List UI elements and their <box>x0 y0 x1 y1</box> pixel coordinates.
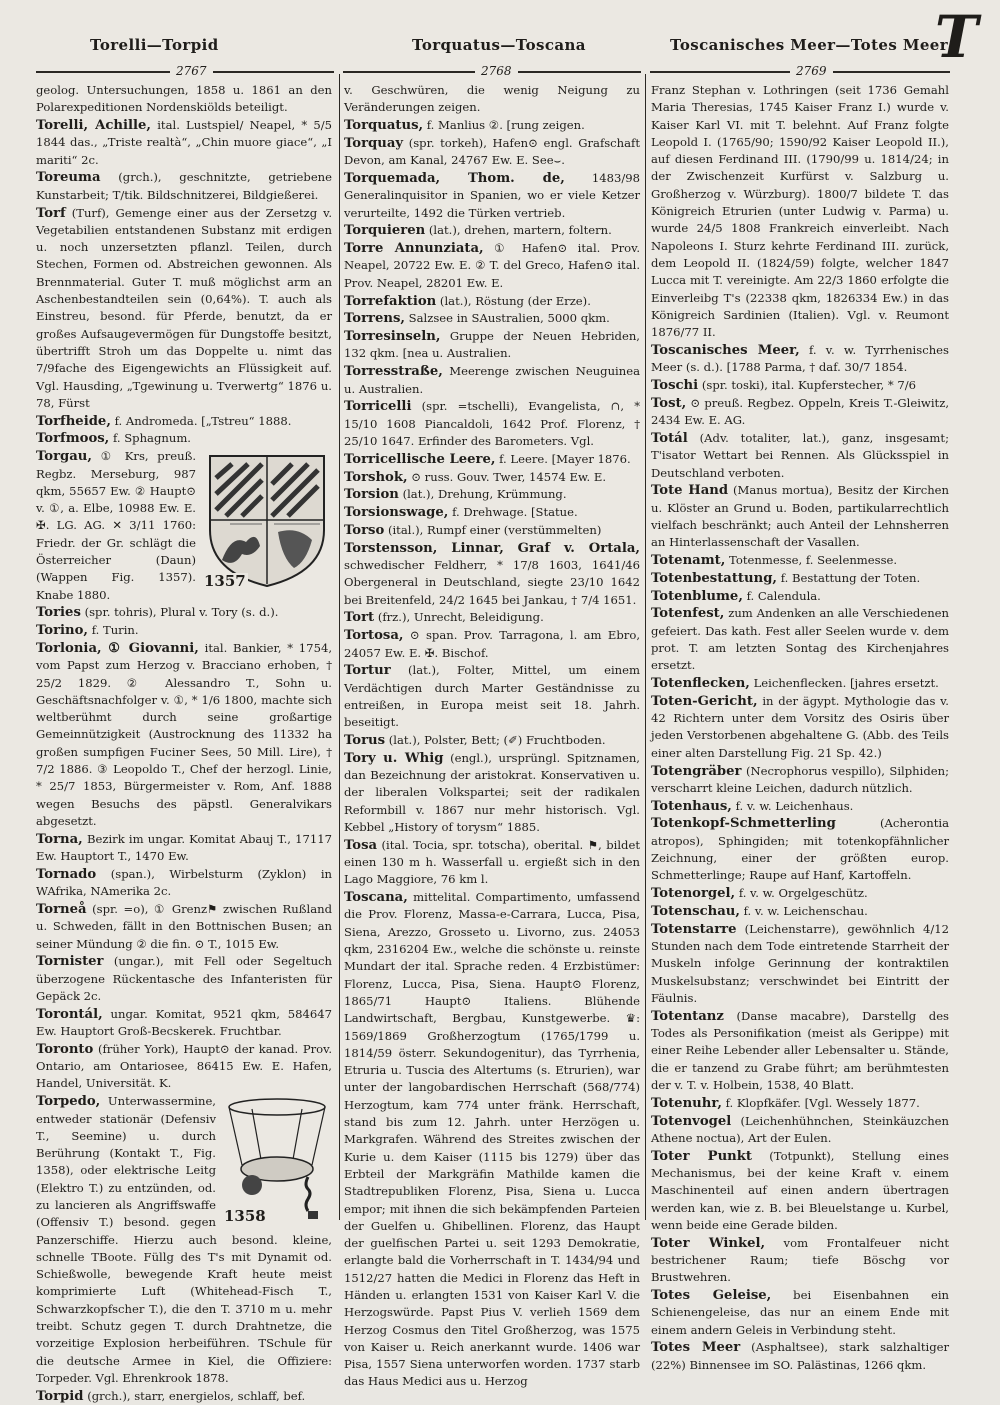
dictionary-entry <box>36 866 332 901</box>
entry-text: ⊙ preuß. Regbez. Oppeln, Kreis T.-Gleiwitz, 2434 Ew. E. AG. <box>651 395 950 428</box>
entry-text: ungar. Komitat, 9521 qkm, 584647 Ew. Hauptort Groß-Becskerek. Fruchtbar. <box>36 1006 332 1039</box>
dictionary-entry <box>344 170 640 222</box>
entry-text: (ungar.), mit Fell oder Segeltuch überzogene Rückentasche des Infanteristen für Gepäck 2c. <box>36 954 333 1003</box>
entry-text: (Turf), Gemenge einer aus der Zersetzg v. Vegetabilien entstandenen Substanz mit erdigen u. noch unzersetzten pflanzl. Teilen, durch Stechen, Formen od. Abstreichen gewonnen. Als Brennmaterial. Guter T. muß möglichst arm an Aschenbestandteilen sein (0,64%). T. auch als Einstreu, besond. für Pferde, benutzt, da er großes Aufsaugevermögen für Dungstoffe besitzt, übertrifft Stroh um das Doppelte u. nimt das 7/9fache des Eigengewichts an Flüssigkeit auf. Vgl. Hausding, „Tgewinung u. Tverwertg“ 1876 u. 78, Fürst <box>36 205 332 410</box>
entry-text: ⊙ span. Prov. Tarragona, l. am Ebro, 24057 Ew. E. ✠. Bischof. <box>344 628 641 660</box>
entry-headword: Totenschau, <box>651 903 740 919</box>
dictionary-entry <box>36 205 332 413</box>
entry-text: Unterwassermine, entweder stationär (Defensiv T., Seemine) u. durch Berührung (Kontakt T., Fig. 1358), oder elektrische Leitg (Elektro T.) zu entzünden, od. zu lancieren als Angriffswaffe (Offensiv T.) besond. gegen Panzerschiffe. Hierzu auch besond. kleine, schnelle TBoote. Füllg des T's mit Dynamit od. Schießwolle, bewegende Kraft heute meist komprimierte Luft (Whitehead-Fisch T., Schwarzkopfscher T.), die den T. 3710 m u. mehr treibt. Schutz gegen T. durch Drahtnetze, die vorzeitige Explosion herbeiführen. TSchule für die deutsche Armee in Kiel, die Offiziere: Torpeder. Vgl. Ehrenkrook 1878. <box>36 1094 332 1385</box>
dictionary-entry <box>36 831 332 866</box>
entry-headword: Totentanz <box>651 1008 724 1024</box>
dictionary-entry <box>344 486 640 503</box>
column-1-header: Torelli—Torpid <box>90 36 219 54</box>
dictionary-entry <box>651 675 949 692</box>
column-divider-2 <box>645 74 646 1220</box>
entry-text: (Adv. totaliter, lat.), ganz, insgesamt; T'isator Wettart bei Rennen. Als Glücksspiel in Deutschland verboten. <box>651 430 949 480</box>
entry-headword: Totenorgel, <box>651 886 736 902</box>
entry-text: f. v. w. Leichenhaus. <box>735 798 854 813</box>
entry-headword: Totes Geleise, <box>651 1287 772 1303</box>
entry-text: f. Andromeda. [„Tstreu“ 1888. <box>114 413 292 428</box>
entry-headword: Torfmoos, <box>36 431 110 447</box>
dictionary-entry <box>36 413 332 430</box>
section-letter: T <box>934 3 978 71</box>
dictionary-entry <box>344 135 640 170</box>
dictionary-entry <box>344 662 640 731</box>
dictionary-entry <box>36 622 332 639</box>
column-3-header: Toscanisches Meer—Totes Meer <box>670 36 949 54</box>
dictionary-entry <box>651 1095 949 1112</box>
column-2-header: Torquatus—Toscana <box>412 36 586 54</box>
dictionary-entry <box>36 604 332 621</box>
entry-headword: Tote Hand <box>651 483 729 499</box>
entry-headword: Totenflecken, <box>651 676 750 692</box>
column-2 <box>344 82 641 1389</box>
entry-text: f. Turin. <box>91 623 139 638</box>
entry-headword: Totenhaus, <box>651 798 732 814</box>
dictionary-entry <box>651 482 949 551</box>
entry-text: ① Hafen⊙ ital. Prov. Neapel, 20722 Ew. E. ② T. del Greco, Hafen⊙ ital. Prov. Neapel, 28201 Ew. E. <box>344 241 641 290</box>
dictionary-entry <box>344 837 640 889</box>
dictionary-entry <box>651 1287 949 1339</box>
torpedo-mine-icon <box>222 1095 332 1225</box>
entry-text: (Totpunkt), Stellung eines Mechanismus, bei der keine Kraft v. einem Maschinenteil auf einen andern übertragen werden kan, wie z. B. bei Bleuelstange u. Kurbel, wenn beide eine Gerade bilden. <box>651 1148 949 1232</box>
entry-headword: Tost, <box>651 395 687 411</box>
dictionary-entry <box>36 1041 332 1093</box>
dictionary-entry <box>344 328 640 363</box>
coat-of-arms-figure <box>202 450 332 590</box>
entry-text: Franz Stephan v. Lothringen (seit 1736 Gemahl Maria Theresias, 1745 Kaiser Franz I.) wurde v. Kaiser Karl VI. mit T. belehnt. Auf Franz folgte Leopold I. (1765/90; 1590/92 Kaiser Leopold II.), auf diesen Ferdinand III. (1790/99 u. 1814/24; in der Zwischenzeit Kurfürst v. Salzburg u. Großherzog v. Würzburg). 1800/7 bildete T. das Königreich Etrurien (unter Ludwig v. Parma) u. wurde 24/5 1808 Frankreich einverleibt. Nach Napoleons I. Sturz kehrte Ferdinand III. zurück, dem Leopold II. (1824/59) folgte, welcher 1847 Lucca mit T. vereinigte. Am 22/3 1860 erfolgte die Einverleibg T's (22338 qkm, 1826334 Ew.) in das Königreich Sardinien (Italien). Vgl. v. Reumont 1876/77 II. <box>651 83 949 340</box>
dictionary-entry <box>344 240 640 292</box>
entry-text: ① Krs, preuß. Regbz. Merseburg, 987 qkm, 55657 Ew. ② Haupt⊙ v. ①, a. Elbe, 10988 Ew. E. ✠. LG. AG. ✕ 3/11 1760: Friedr. der Gr. schlägt die Österreicher (Daun) (Wappen Fig. 1357). Knabe 1880. <box>36 449 196 602</box>
entry-headword: Torre Annunziata, <box>344 241 484 257</box>
entry-headword: Torino, <box>36 623 89 639</box>
dictionary-entry <box>651 377 949 394</box>
entry-headword: Torus <box>344 732 386 748</box>
entry-text: Salzsee in SAustralien, 5000 qkm. <box>408 311 610 326</box>
entry-text: (spr. toski), ital. Kupferstecher, * 7/6 <box>701 378 917 393</box>
entry-text: Meerenge zwischen Neuguinea u. Australien. <box>344 364 641 396</box>
entry-text: (engl.), ursprüngl. Spitznamen, dan Bezeichnung der aristokrat. Konservativen u. der liberalen Volkspartei; seit der radikalen Reformbill v. 1867 nur mehr historisch. Vgl. Kebbel „History of torysm“ 1885. <box>344 750 640 834</box>
dictionary-entry <box>344 889 640 1391</box>
entry-headword: Torsionswage, <box>344 505 449 521</box>
entry-text: (Danse macabre), Darstellg des Todes als Personifikation (meist als Gerippe) mit einer Reihe Lebender aller Lebensalter u. Stände, die er tanzend zu Grabe führt; am berühmtesten der v. T. v. Holbein, 1538, 40 Blatt. <box>651 1008 950 1092</box>
entry-text: (Necrophorus vespillo), Silphiden; verscharrt kleine Leichen, dadurch nützlich. <box>651 763 949 795</box>
dictionary-entry <box>651 570 949 587</box>
torpedo-figure <box>222 1095 332 1225</box>
entry-headword: Totenbestattung, <box>651 570 778 586</box>
dictionary-entry <box>651 395 949 430</box>
dictionary-entry <box>344 310 640 327</box>
dictionary-entry <box>651 82 949 341</box>
entry-text: f. v. w. Leichenschau. <box>743 903 868 918</box>
page-numbers <box>30 64 975 80</box>
entry-headword: Toschi <box>651 378 699 394</box>
running-headers <box>30 36 975 58</box>
entry-text: f. Manlius ②. [rung zeigen. <box>426 118 585 133</box>
entry-text: mittelital. Compartimento, umfassend die Prov. Florenz, Massa-e-Carrara, Lucca, Pisa, Siena, Arezzo, Grosseto u. Livorno, zus. 24053 qkm, 2316204 Ew., welche die schönste u. reinste Mundart der ital. Sprache reden. 4 Erzbistümer: Florenz, Lucca, Pisa, Siena. Haupt⊙ Florenz, 1865/71 Haupt⊙ Italiens. Blühende Landwirtschaft, Bergbau, Kunstgewerbe. ♛: 1569/1869 Großherzogtum (1765/1799 u. 1814/59 österr. Sekundogenitur), das Tyrrhenia, Etruria u. Tuscia des Altertums (s. Etrurien), war unter der langobardischen Herrschaft (568/774) Herzogtum, kam 774 unter fränk. Herrschaft, stand bis zum 12. Jahrh. unter Herzögen u. Markgrafen. Während des Streites zwischen der Kurie u. dem Kaiser (1115 bis 1279) über das Erbteil der Markgräfin Mathilde kamen die Stadtrepubliken Florenz, Pisa, Siena u. Lucca empor; mit ihnen die sich bekämpfenden Parteien der Guelfen u. Ghibellinen. Florenz, das Haupt der guelfischen Partei u. seit 1293 Demokratie, erlangte bald die Vorherrschaft in T. 1434/94 und 1512/27 hatten die Medici in Florenz das Heft in Händen u. erlangten 1531 von Kaiser Karl V. die Herzogswürde. Papst Pius V. verlieh 1569 dem Herzog Cosmus den Titel Großherzog, was 1575 von Kaiser u. Reich anerkannt wurde. 1406 war Pisa, 1557 Siena unterworfen worden. 1737 starb das Haus Medici aus u. Herzog <box>344 890 641 1389</box>
coat-of-arms-figure-number: 1357 <box>204 571 246 590</box>
entry-headword: Totes Meer <box>651 1340 741 1356</box>
dictionary-entry <box>36 953 332 1005</box>
entry-text: f. Bestattung der Toten. <box>780 570 921 585</box>
entry-text: v. Geschwüren, die wenig Neigung zu Veränderungen zeigen. <box>344 83 640 115</box>
dictionary-entry <box>651 693 949 762</box>
entry-headword: Torquatus, <box>344 118 424 134</box>
dictionary-entry <box>651 430 949 482</box>
entry-headword: Torricellische Leere, <box>344 451 496 467</box>
entry-headword: Tornado <box>36 866 97 882</box>
entry-text: (lat.), Röstung (der Erze). <box>439 293 591 308</box>
entry-headword: Totenfest, <box>651 606 725 622</box>
dictionary-entry <box>344 750 640 836</box>
dictionary-entry <box>651 1339 949 1374</box>
entry-headword: Totenamt, <box>651 553 726 569</box>
entry-headword: Tosa <box>344 837 378 853</box>
entry-headword: Torshok, <box>344 469 408 485</box>
entry-text: (grch.), geschnitzte, getriebene Kunstarbeit; T/tik. Bildschnitzerei, Bildgießerei. <box>36 170 333 202</box>
dictionary-entry <box>651 763 949 798</box>
dictionary-entry <box>651 1148 949 1234</box>
entry-text: (lat.), Folter, Mittel, um einem Verdächtigen durch Marter Geständnisse zu entreißen, in Europa meist seit 18. Jahrh. beseitigt. <box>344 663 640 730</box>
entry-headword: Tortosa, <box>344 628 404 644</box>
entry-text: (spr. =tschelli), Evangelista, ∩, * 15/10 1608 Piancaldoli, 1642 Prof. Florenz, † 25/10 1647. Erfinder des Barometers. Vgl. <box>344 399 641 448</box>
entry-text: (grch.), starr, energielos, schlaff, bef. <box>87 1388 306 1403</box>
entry-text: (span.), Wirbelsturm (Zyklon) in WAfrika, NAmerika 2c. <box>36 866 332 899</box>
entry-text: (lat.), Drehung, Krümmung. <box>402 487 567 502</box>
entry-headword: Tory u. Whig <box>344 750 444 766</box>
dictionary-entry <box>651 1113 949 1148</box>
entry-headword: Toter Winkel, <box>651 1235 766 1251</box>
dictionary-entry <box>344 627 640 662</box>
entry-text: Bezirk im ungar. Komitat Abauj T., 17117 Ew. Hauptort T., 1470 Ew. <box>36 831 333 864</box>
entry-headword: Torpid <box>36 1388 84 1404</box>
entry-text: ital. Bankier, * 1754, vom Papst zum Herzog v. Bracciano erhoben, † 25/2 1829. ② Alessandro T., Sohn u. Geschäftsnachfolger v. ①, * 1/6 1800, machte sich weltberühmt durch seine großartige Gemeinnützigkeit (Austrocknung des 11332 ha großen sumpfigen Fuciner Sees, 50 Mill. Lire), † 7/2 1886. ③ Leopoldo T., Chef der herzogl. Linie, * 25/7 1853, Bürgermeister v. Rom, Anf. 1888 wegen Besuchs des päpstl. Generalvikars abgesetzt. <box>36 641 333 828</box>
entry-headword: Toreuma <box>36 170 101 186</box>
entry-headword: Torneå <box>36 901 87 917</box>
entry-text: (ital.), Rumpf einer (verstümmelten) <box>387 522 602 537</box>
dictionary-entry <box>344 451 640 468</box>
dictionary-entry <box>651 588 949 605</box>
dictionary-entry <box>344 363 640 398</box>
entry-text: zum Andenken an alle Verschiedenen gefeiert. Das kath. Fest aller Seelen wurde v. dem prot. T. am letzten Sontag des Kirchenjahres ersetzt. <box>651 606 950 673</box>
entry-text: ⊙ russ. Gouv. Twer, 14574 Ew. E. <box>411 469 607 484</box>
dictionary-entry <box>36 640 332 830</box>
entry-text: (spr. tohris), Plural v. Tory (s. d.). <box>84 605 279 620</box>
dictionary-entry <box>344 540 640 609</box>
dictionary-entry <box>651 605 949 674</box>
dictionary-entry <box>651 1008 949 1094</box>
entry-text: (spr. =o), ① Grenz⚑ zwischen Rußland u. Schweden, fällt in den Bottnischen Busen; an seiner Mündung ② die fin. ⊙ T., 1015 Ew. <box>36 901 332 951</box>
entry-headword: Totenstarre <box>651 921 737 937</box>
entry-headword: Tories <box>36 605 81 621</box>
entry-text: (lat.), Polster, Bett; (✐) Fruchtboden. <box>388 732 606 747</box>
dictionary-entry <box>36 430 332 447</box>
entry-headword: Totenkopf-Schmetterling <box>651 816 836 832</box>
entry-headword: Torpedo, <box>36 1094 101 1110</box>
entry-headword: Torontál, <box>36 1006 103 1022</box>
dictionary-entry <box>36 117 332 169</box>
entry-headword: Torquieren <box>344 223 426 239</box>
page-number-2: 2768 <box>475 64 518 78</box>
dictionary-entry <box>344 222 640 239</box>
entry-text: schwedischer Feldherr, * 17/8 1603, 1641/46 Obergeneral in Deutschland, siegte 23/10 1642 bei Breitenfeld, 24/2 1645 bei Jankau, † 7/4 1651. <box>344 558 640 607</box>
dictionary-entry <box>36 82 332 117</box>
entry-headword: Torf <box>36 205 66 221</box>
dictionary-entry <box>651 342 949 377</box>
dictionary-entry <box>344 732 640 749</box>
entry-headword: Torlonia, ① Giovanni, <box>36 641 199 656</box>
entry-text: f. Leere. [Mayer 1876. <box>499 451 631 466</box>
dictionary-entry <box>344 522 640 539</box>
entry-headword: Torelli, Achille, <box>36 118 152 134</box>
entry-text: in der ägypt. Mythologie das v. 42 Richtern unter dem Vorsitz des Osiris über jeden Verstorbenen abgehaltene G. (Abb. des Teils einer alten Darstellung Fig. 21 Sp. 42.) <box>651 693 949 760</box>
dictionary-entry <box>651 815 949 884</box>
entry-headword: Torna, <box>36 831 83 847</box>
entry-headword: Totenuhr, <box>651 1095 722 1111</box>
entry-headword: Torstensson, Linnar, Graf v. Ortala, <box>344 540 640 556</box>
entry-headword: Toronto <box>36 1041 94 1057</box>
entry-headword: Tort <box>344 610 375 626</box>
entry-text: (früher York), Haupt⊙ der kanad. Prov. Ontario, am Ontariosee, 86415 Ew. E. Hafen, Handel, Universität. K. <box>36 1041 332 1091</box>
entry-headword: Totál <box>651 430 688 446</box>
dictionary-entry <box>651 552 949 569</box>
page-number-1: 2767 <box>170 64 213 78</box>
entry-text: (Manus mortua), Besitz der Kirchen u. Klöster an Grund u. Boden, partikularrechtlich vielfach beschränkt; auch Anteil der Lehnsherren an Hinterlassenschaft der Vasallen. <box>651 483 950 550</box>
entry-headword: Torsion <box>344 487 399 503</box>
page-number-3: 2769 <box>790 64 833 78</box>
entry-text: (Acherontia atropos), Sphingiden; mit totenkopfähnlicher Zeichnung, einer der größten europ. Schmetterlinge; Raupe auf Hanf, Kartoffeln. <box>651 816 949 883</box>
entry-headword: Torricelli <box>344 399 412 415</box>
dictionary-entry <box>344 398 640 450</box>
entry-text: (Leichenstarre), gewöhnlich 4/12 Stunden nach dem Tode eintretende Starrheit der Muskeln infolge Gerinnung der kontraktilen Muskelsubstanz; verschwindet bei Eintritt der Fäulnis. <box>651 921 950 1005</box>
entry-text: bei Eisenbahnen ein Schienengeleise, das nur an einem Ende mit einem andern Geleis in Verbindung steht. <box>651 1287 949 1337</box>
entry-text: (Leichenhühnchen, Steinkäuzchen Athene noctua), Art der Eulen. <box>651 1113 950 1145</box>
entry-headword: Toscanisches Meer, <box>651 342 800 358</box>
entry-headword: Totenvogel <box>651 1113 732 1129</box>
entry-headword: Torgau, <box>36 449 92 465</box>
entry-text: 1483/98 Generalinquisitor in Spanien, wo er viele Ketzer verurteilte, 1492 die Türken vertrieb. <box>344 170 641 220</box>
entry-text: (lat.), drehen, martern, foltern. <box>428 223 612 238</box>
dictionary-entry <box>344 82 640 117</box>
entry-text: f. Drehwage. [Statue. <box>452 505 578 520</box>
entry-text: (Asphaltsee), stark salzhaltiger (22%) Binnensee im SO. Palästinas, 1266 qkm. <box>651 1340 950 1372</box>
coat-of-arms-icon <box>202 450 332 590</box>
entry-headword: Tortur <box>344 663 391 679</box>
entry-headword: Tornister <box>36 954 104 970</box>
entry-headword: Toter Punkt <box>651 1148 752 1164</box>
entry-text: ital. Lustspiel/ Neapel, * 5/5 1844 das., „Triste realtà“, „Chin muore giace“, „I mariti“ 2c. <box>36 118 332 167</box>
entry-headword: Totengräber <box>651 763 742 779</box>
column-divider-1 <box>339 74 340 1220</box>
entry-headword: Torrefaktion <box>344 293 437 309</box>
dictionary-entry <box>344 504 640 521</box>
entry-headword: Torresinseln, <box>344 329 441 345</box>
dictionary-entry <box>651 798 949 815</box>
entry-headword: Totenblume, <box>651 588 743 604</box>
dictionary-entry <box>651 885 949 902</box>
dictionary-entry <box>651 903 949 920</box>
torpedo-figure-number: 1358 <box>224 1206 266 1225</box>
entry-headword: Toten-Gericht, <box>651 693 758 709</box>
entry-text: f. Sphagnum. <box>112 431 191 446</box>
dictionary-entry <box>36 901 332 953</box>
entry-headword: Torresstraße, <box>344 364 443 380</box>
dictionary-entry <box>651 1235 949 1287</box>
entry-text: (frz.), Unrecht, Beleidigung. <box>377 610 544 625</box>
entry-text: geolog. Untersuchungen, 1858 u. 1861 an den Polarexpeditionen Nordenskiölds beteiligt. <box>36 83 332 115</box>
column-3 <box>651 82 950 1372</box>
dictionary-entry <box>344 469 640 486</box>
entry-headword: Toscana, <box>344 890 408 906</box>
dictionary-entry <box>36 1388 332 1405</box>
entry-text: f. v. w. Tyrrhenisches Meer (s. d.). [1788 Parma, † daf. 30/7 1854. <box>651 342 949 375</box>
entry-text: f. Calendula. <box>746 588 821 603</box>
entry-text: f. Klopfkäfer. [Vgl. Wessely 1877. <box>725 1095 920 1110</box>
entry-headword: Torso <box>344 522 385 538</box>
entry-headword: Torfheide, <box>36 413 111 429</box>
entry-headword: Torrens, <box>344 311 405 327</box>
entry-text: vom Frontalfeuer nicht bestrichener Raum; tiefe Böschg vor Brustwehren. <box>651 1235 949 1285</box>
entry-text: f. v. w. Orgelgeschütz. <box>738 886 868 901</box>
dictionary-entry <box>344 293 640 310</box>
entry-text: Gruppe der Neuen Hebriden, 132 qkm. [nea u. Australien. <box>344 329 640 361</box>
entry-text: Leichenflecken. [jahres ersetzt. <box>753 676 939 691</box>
dictionary-entry <box>36 169 332 204</box>
entry-headword: Torquay <box>344 135 404 151</box>
dictionary-entry <box>36 1006 332 1041</box>
entry-headword: Torquemada, Thom. de, <box>344 170 565 186</box>
entry-text: (ital. Tocia, spr. totscha), oberital. ⚑, bildet einen 130 m h. Wasserfall u. ergießt sich in den Lago Maggiore, 76 km l. <box>344 837 640 887</box>
dictionary-entry <box>344 117 640 134</box>
entry-text: (spr. torkeh), Hafen⊙ engl. Grafschaft Devon, am Kanal, 24767 Ew. E. See⌣. <box>344 135 641 168</box>
column-1 <box>36 82 333 1404</box>
dictionary-entry <box>651 921 949 1007</box>
entry-text: Totenmesse, f. Seelenmesse. <box>729 553 898 568</box>
dictionary-entry <box>344 609 640 626</box>
